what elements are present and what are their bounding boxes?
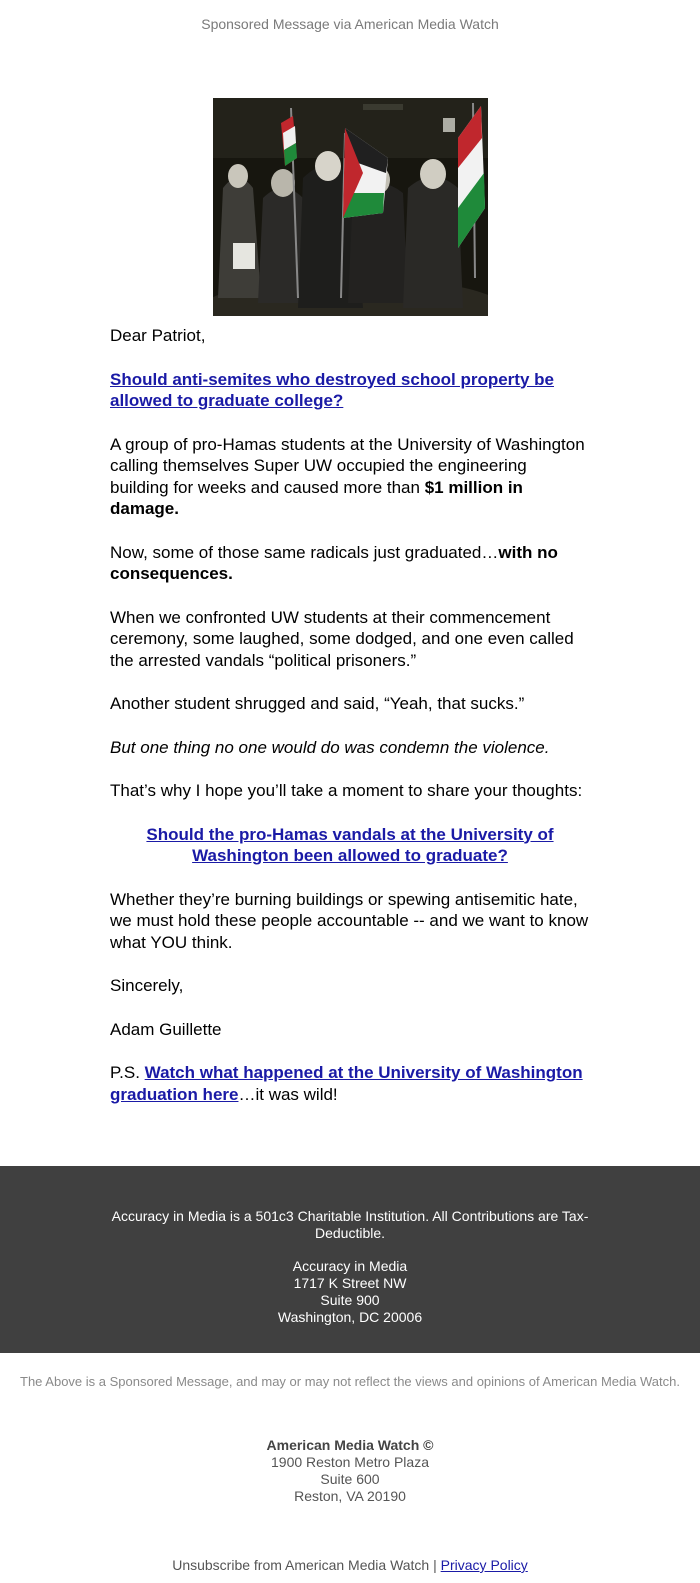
privacy-policy-link[interactable]: Privacy Policy	[440, 1557, 528, 1573]
paragraph-graduated	[110, 542, 590, 585]
no-consequences: with no consequences.	[110, 542, 558, 583]
ps-prefix: P.S.	[110, 1063, 145, 1082]
postscript	[110, 1062, 590, 1105]
sender-org: Accuracy in Media	[292, 1258, 408, 1274]
paragraph-condemn	[110, 737, 590, 759]
amw-name: American Media Watch ©	[266, 1437, 434, 1453]
paragraph-damage-text: A group of pro-Hamas students at the University of Washington calling themselves Super UW occupied the engineering building for weeks and caused more than	[110, 434, 585, 497]
letter-body	[110, 325, 590, 1127]
damage-amount: $1 million in damage.	[110, 477, 523, 518]
sender-city: Washington, DC 20006	[277, 1309, 423, 1325]
sender-footer	[0, 1166, 700, 1353]
paragraph-share: That’s why I hope you’ll take a moment to share your thoughts:	[110, 781, 583, 800]
amw-suite: Suite 600	[320, 1471, 380, 1487]
tax-note: Accuracy in Media is a 501c3 Charitable Institution. All Contributions are Tax-Deductible.	[111, 1208, 589, 1241]
hero-image[interactable]	[213, 98, 488, 316]
greeting: Dear Patriot,	[110, 326, 206, 345]
separator: |	[429, 1557, 441, 1573]
amw-address	[0, 1437, 700, 1505]
paragraph-accountable: Whether they’re burning buildings or spewing antisemitic hate, we must hold these people accountable -- and we want to know what YOU think.	[110, 889, 589, 952]
watch-video-link[interactable]: Watch what happened at the University of Washington graduation here	[110, 1063, 583, 1104]
paragraph-damage	[110, 434, 590, 520]
signature: Adam Guillette	[110, 1019, 222, 1039]
sender-street: 1717 K Street NW	[293, 1275, 407, 1291]
unsubscribe-bar	[0, 1557, 700, 1573]
unsubscribe-text[interactable]: Unsubscribe from American Media Watch	[172, 1557, 430, 1573]
amw-city: Reston, VA 20190	[294, 1488, 406, 1504]
ps-suffix: …it was wild!	[238, 1084, 338, 1104]
condemn-italic: But one thing no one would do was condemn the violence.	[110, 737, 550, 757]
protest-photo	[213, 98, 488, 316]
sponsor-line: Sponsored Message via American Media Watch	[201, 16, 499, 32]
paragraph-confronted: When we confronted UW students at their commencement ceremony, some laughed, some dodged, and one even called the arrested vandals “political prisoners.”	[110, 607, 574, 670]
paragraph-graduated-text: Now, some of those same radicals just graduated…	[110, 542, 499, 562]
paragraph-shrugged: Another student shrugged and said, “Yeah, that sucks.”	[110, 694, 525, 713]
sender-suite: Suite 900	[320, 1292, 380, 1308]
headline-link[interactable]: Should anti-semites who destroyed school property be allowed to graduate college?	[110, 369, 554, 410]
closing: Sincerely,	[110, 976, 184, 995]
sponsor-disclaimer: The Above is a Sponsored Message, and may or may not reflect the views and opinions of American Media Watch.	[20, 1374, 680, 1389]
survey-cta-link[interactable]: Should the pro-Hamas vandals at the University of Washington been allowed to graduate?	[146, 824, 554, 865]
amw-street: 1900 Reston Metro Plaza	[271, 1454, 429, 1470]
